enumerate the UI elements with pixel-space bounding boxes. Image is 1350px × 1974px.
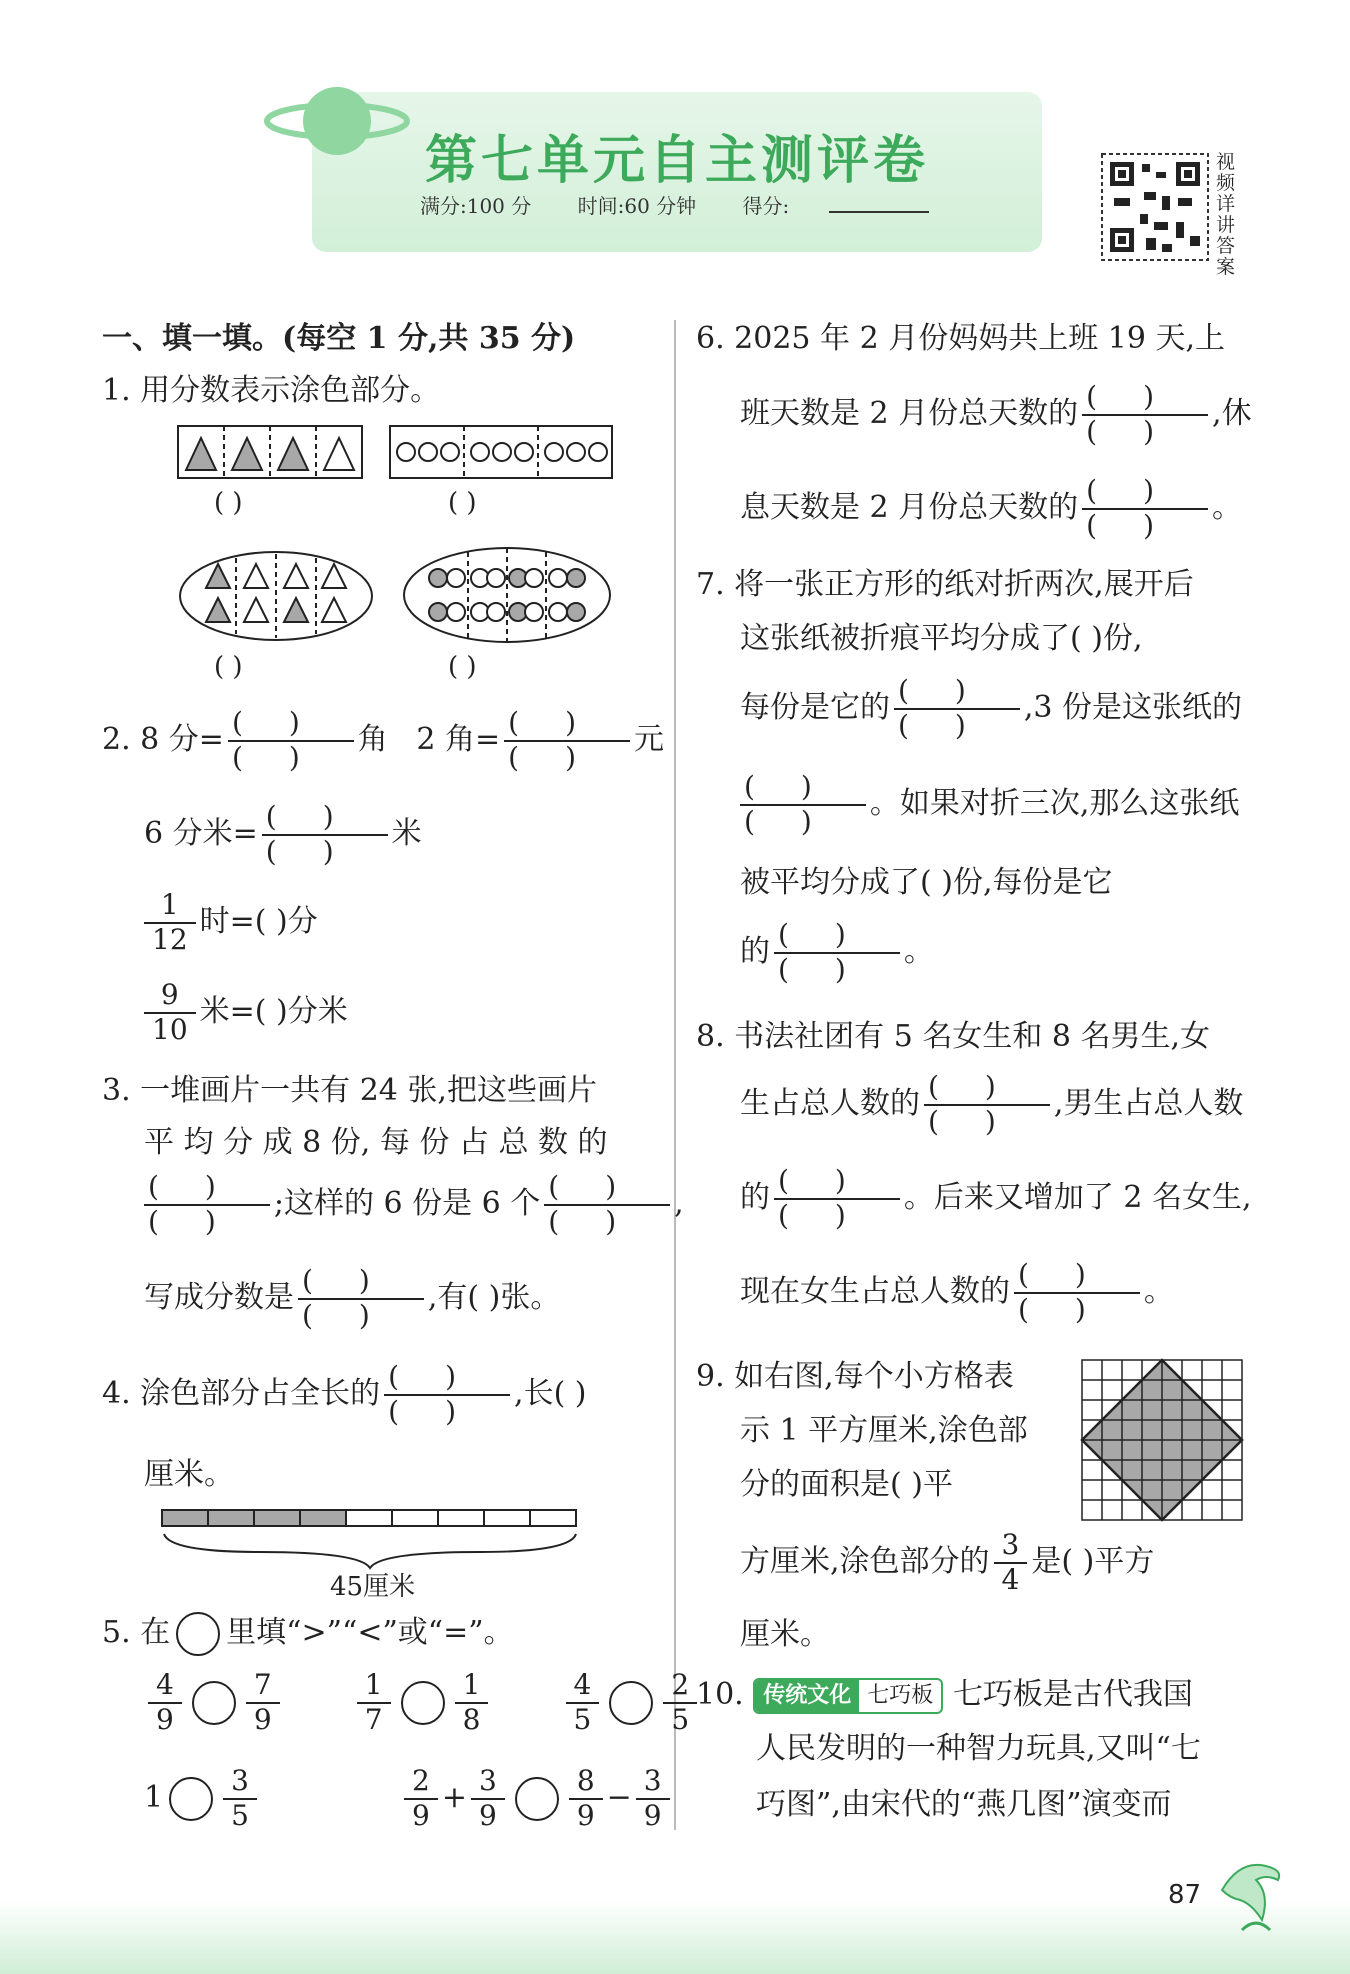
- q9-line-3: 分的面积是( )平: [740, 1467, 953, 1502]
- q2-fraction-d: $\frac{1}{12}$: [144, 890, 196, 956]
- qr-code-icon[interactable]: [1100, 152, 1210, 262]
- q1-answer-4[interactable]: ( ): [448, 652, 477, 682]
- q6-line-3: 息天数是 2 月份总天数的 $\frac{()}{()}$ 。: [740, 474, 1243, 542]
- score-blank: [829, 211, 929, 213]
- q2-blank-b[interactable]: $\frac{()}{()}$: [504, 708, 630, 774]
- q2-blank-a[interactable]: $\frac{()}{()}$: [228, 708, 354, 774]
- q2-blank-c[interactable]: $\frac{()}{()}$: [262, 802, 388, 868]
- q7-line-6: 的 $\frac{()}{()}$ 。: [740, 918, 934, 986]
- q1-line: 1. 用分数表示涂色部分。: [102, 373, 441, 408]
- q8-blank-a[interactable]: $\frac{()}{()}$: [924, 1072, 1050, 1138]
- q1-answer-1[interactable]: ( ): [214, 488, 243, 518]
- q5-compare-circle[interactable]: [169, 1777, 213, 1821]
- q4-blank[interactable]: $\frac{()}{()}$: [384, 1362, 510, 1428]
- q3-line-1: 3. 一堆画片一共有 24 张,把这些画片: [102, 1073, 597, 1108]
- q1-triangles-oval: [176, 548, 376, 644]
- q8-blank-c[interactable]: $\frac{()}{()}$: [1014, 1260, 1140, 1326]
- full-score: 满分:100 分: [420, 194, 532, 218]
- score-meta: [420, 190, 969, 219]
- q4-length-label: 45厘米: [330, 1572, 416, 1602]
- q2-line-3: $\frac{1}{12}$ 时=( )分: [140, 890, 318, 956]
- q2-line-4: $\frac{9}{10}$ 米=( )分米: [140, 980, 348, 1046]
- time-limit: 时间:60 分钟: [577, 194, 697, 218]
- q6-blank-a[interactable]: $\frac{()}{()}$: [1082, 382, 1208, 448]
- q3-line-4: 写成分数是 $\frac{()}{()}$ ,有( )张。: [144, 1264, 561, 1332]
- q9-line-1: 9. 如右图,每个小方格表: [696, 1359, 1014, 1394]
- q5-compare-circle[interactable]: [401, 1681, 445, 1725]
- q8-line-3: 的 $\frac{()}{()}$ 。后来又增加了 2 名女生,: [740, 1164, 1252, 1232]
- q8-line-2: 生占总人数的 $\frac{()}{()}$ ,男生占总人数: [740, 1070, 1244, 1138]
- page-title: 第七单元自主测评卷: [424, 131, 929, 191]
- q9-line-2: 示 1 平方厘米,涂色部: [740, 1413, 1028, 1448]
- q7-line-1: 7. 将一张正方形的纸对折两次,展开后: [696, 567, 1194, 602]
- q10-line-1: 10. 传统文化 七巧板 七巧板是古代我国: [696, 1677, 1193, 1712]
- q9-line-4: 方厘米,涂色部分的 $\frac{3}{4}$ 是( )平方: [740, 1528, 1155, 1596]
- q3-blank-c[interactable]: $\frac{()}{()}$: [298, 1266, 424, 1332]
- q10-line-3: 巧图”,由宋代的“燕几图”演变而: [756, 1787, 1172, 1822]
- q5-row-2: 1 $\frac{3}{5}$ $\frac{2}{9}$ + $\frac{3}{9}$ $\frac{8}{9}$ − $\frac{3}{9}$: [144, 1766, 674, 1832]
- q3-line-3: $\frac{()}{()}$ ;这样的 6 份是 6 个 $\frac{()}{()}$ ,: [140, 1172, 684, 1238]
- q3-line-2: 平 均 分 成 8 份, 每 份 占 总 数 的: [144, 1125, 608, 1160]
- q7-line-4: $\frac{()}{()}$ 。如果对折三次,那么这张纸: [736, 772, 1239, 838]
- q4-line-1: 4. 涂色部分占全长的 $\frac{()}{()}$ ,长( ): [102, 1360, 587, 1428]
- q7-line-3: 每份是它的 $\frac{()}{()}$ ,3 份是这张纸的: [740, 674, 1243, 742]
- q5-compare-circle[interactable]: [609, 1681, 653, 1725]
- dolphin-icon: [1212, 1850, 1292, 1940]
- q6-blank-b[interactable]: $\frac{()}{()}$: [1082, 476, 1208, 542]
- q3-blank-b[interactable]: $\frac{()}{()}$: [544, 1172, 670, 1238]
- q5-compare-circle[interactable]: [515, 1777, 559, 1821]
- q5-example-circle: [176, 1612, 220, 1656]
- q9-grid-figure: [1080, 1358, 1246, 1524]
- q1-triangles-bar: [176, 424, 366, 482]
- q8-blank-b[interactable]: $\frac{()}{()}$: [774, 1166, 900, 1232]
- q8-line-4: 现在女生占总人数的 $\frac{()}{()}$ 。: [740, 1258, 1174, 1326]
- q7-blank-a[interactable]: $\frac{()}{()}$: [894, 676, 1020, 742]
- qr-caption: 视频详讲答案: [1216, 151, 1236, 278]
- q1-circles-oval: [400, 544, 614, 646]
- q5-line-1: 5. 在 里填“>”“<”或“=”。: [102, 1612, 514, 1656]
- q6-line-1: 6. 2025 年 2 月份妈妈共上班 19 天,上: [696, 321, 1225, 356]
- q1-circles-bar: [388, 424, 616, 482]
- score-label: 得分:: [742, 194, 790, 218]
- footer-band: [0, 1900, 1350, 1974]
- q9-line-5: 厘米。: [740, 1617, 830, 1652]
- q7-blank-b[interactable]: $\frac{()}{()}$: [740, 772, 866, 838]
- q7-line-2: 这张纸被折痕平均分成了( )份,: [740, 621, 1143, 656]
- q5-row-1: $\frac{4}{9}$ $\frac{7}{9}$ $\frac{1}{7}$ $\frac{1}{8}$ $\frac{4}{5}$ $\frac{2}{5}$: [144, 1670, 701, 1736]
- q2-line-1: 2. 8 分= $\frac{()}{()}$ 角 2 角= $\frac{()}{()}$ 元: [102, 706, 665, 774]
- q8-line-1: 8. 书法社团有 5 名女生和 8 名男生,女: [696, 1019, 1211, 1054]
- q1-answer-2[interactable]: ( ): [448, 488, 477, 518]
- q7-blank-c[interactable]: $\frac{()}{()}$: [774, 920, 900, 986]
- q1-answer-3[interactable]: ( ): [214, 652, 243, 682]
- q2-line-2: 6 分米= $\frac{()}{()}$ 米: [144, 800, 422, 868]
- q7-line-5: 被平均分成了( )份,每份是它: [740, 865, 1113, 900]
- column-divider: [674, 320, 676, 1830]
- section-title: 一、填一填。(每空 1 分,共 35 分): [102, 321, 576, 356]
- q6-line-2: 班天数是 2 月份总天数的 $\frac{()}{()}$ ,休: [740, 380, 1252, 448]
- q4-line-2: 厘米。: [144, 1457, 234, 1492]
- q10-line-2: 人民发明的一种智力玩具,又叫“七: [756, 1731, 1201, 1766]
- page-number: 87: [1168, 1880, 1202, 1910]
- q2-fraction-e: $\frac{9}{10}$: [144, 980, 196, 1046]
- q5-compare-circle[interactable]: [192, 1681, 236, 1725]
- q3-blank-a[interactable]: $\frac{()}{()}$: [144, 1172, 270, 1238]
- traditional-culture-badge: 传统文化 七巧板: [753, 1678, 943, 1714]
